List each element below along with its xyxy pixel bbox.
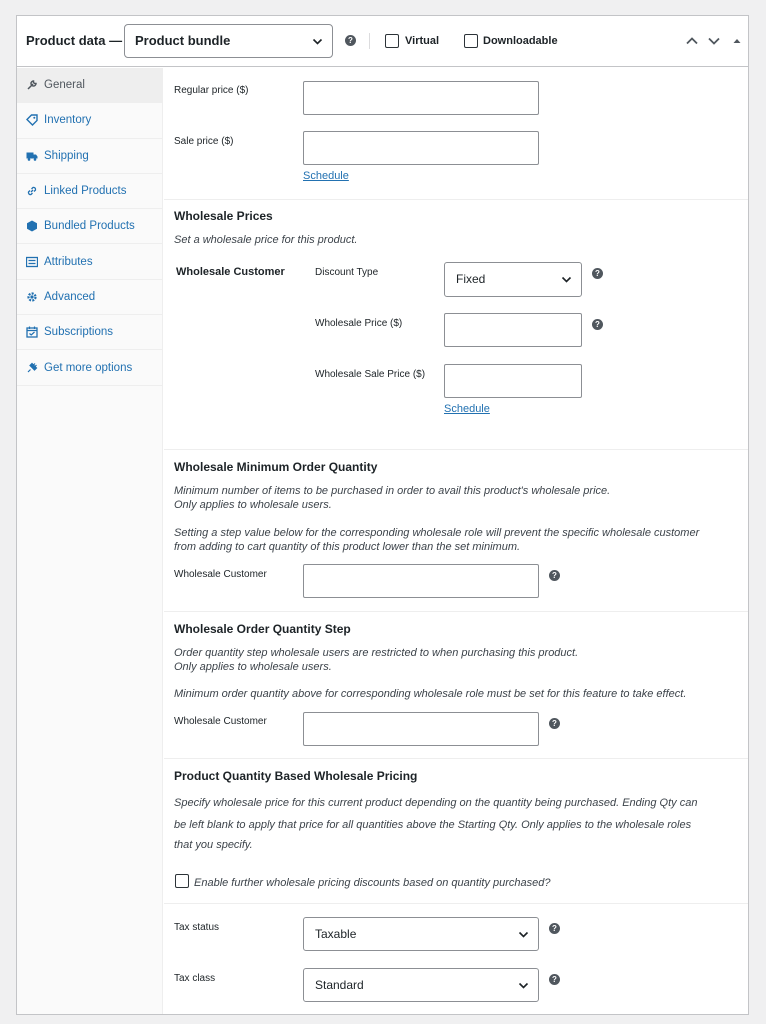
tab-label: Bundled Products — [44, 220, 135, 233]
help-icon[interactable]: ? — [549, 570, 560, 581]
tab-label: Shipping — [44, 149, 89, 162]
truck-icon — [26, 150, 38, 162]
wholesale-prices-description: Set a wholesale price for this product. — [174, 234, 358, 246]
qty-pricing-checkbox-label: Enable further wholesale pricing discounts based on quantity purchased? — [194, 877, 551, 889]
panel-title: Product data — — [26, 33, 123, 48]
cube-icon — [26, 220, 38, 232]
discount-type-select[interactable] — [444, 262, 582, 297]
tab-attributes[interactable] — [17, 244, 162, 279]
tab-more-options[interactable] — [17, 350, 162, 385]
discount-type-label: Discount Type — [315, 267, 379, 278]
tab-linked-products[interactable] — [17, 174, 162, 209]
wholesale-schedule-link[interactable]: Schedule — [444, 403, 490, 415]
header-separator — [369, 33, 370, 49]
min-order-qty-desc-1: Minimum number of items to be purchased in order to avail this product's wholesale price. — [174, 485, 611, 497]
move-up-icon[interactable] — [685, 34, 699, 48]
product-data-tabs — [17, 68, 163, 1015]
wholesale-sale-price-label: Wholesale Sale Price ($) — [315, 369, 426, 380]
wrench-icon — [26, 79, 38, 91]
min-order-qty-field-label: Wholesale Customer — [174, 569, 267, 580]
collapse-toggle-icon[interactable] — [730, 34, 744, 48]
chevron-down-icon — [561, 274, 572, 285]
qty-pricing-checkbox[interactable] — [175, 874, 189, 888]
general-tab-content — [164, 68, 749, 1015]
tab-label: General — [44, 79, 85, 92]
min-order-qty-desc-3: Setting a step value below for the corresponding wholesale role will prevent the specific wholesale customer — [174, 527, 700, 539]
product-data-panel — [16, 15, 749, 1015]
tab-general[interactable] — [17, 68, 162, 103]
tab-label: Subscriptions — [44, 326, 114, 339]
wholesale-price-label: Wholesale Price ($) — [315, 318, 403, 329]
wholesale-price-input[interactable] — [444, 313, 582, 347]
tax-status-label: Tax status — [174, 922, 220, 933]
chevron-down-icon — [518, 980, 529, 991]
sale-schedule-link[interactable]: Schedule — [303, 170, 349, 182]
section-divider — [164, 199, 749, 200]
tab-label: Get more options — [44, 361, 133, 374]
downloadable-checkbox[interactable] — [464, 34, 478, 48]
tab-subscriptions[interactable] — [17, 315, 162, 350]
tab-label: Inventory — [44, 114, 92, 127]
virtual-checkbox[interactable] — [385, 34, 399, 48]
move-down-icon[interactable] — [707, 34, 721, 48]
regular-price-label: Regular price ($) — [174, 85, 249, 96]
min-order-qty-input[interactable] — [303, 564, 539, 598]
min-order-qty-desc-4: from adding to cart quantity of this product lower than the set minimum. — [174, 541, 521, 553]
plugin-icon — [26, 362, 38, 374]
tax-status-value: Taxable — [315, 927, 357, 941]
list-icon — [26, 256, 38, 268]
qty-step-desc-2: Only applies to wholesale users. — [174, 661, 332, 673]
tab-label: Attributes — [44, 255, 93, 268]
qty-step-heading: Wholesale Order Quantity Step — [174, 622, 351, 636]
help-icon[interactable]: ? — [345, 35, 356, 46]
qty-pricing-desc-3: that you specify. — [174, 839, 253, 851]
qty-step-field-label: Wholesale Customer — [174, 716, 267, 727]
tax-status-select[interactable] — [303, 917, 539, 951]
section-divider — [164, 449, 749, 450]
qty-step-desc-3: Minimum order quantity above for corresponding wholesale role must be set for this feature to take effect. — [174, 688, 687, 700]
tab-bundled-products[interactable] — [17, 209, 162, 244]
wholesale-role-label: Wholesale Customer — [176, 266, 285, 278]
tax-class-label: Tax class — [174, 973, 216, 984]
tax-class-value: Standard — [315, 978, 364, 992]
section-divider — [164, 758, 749, 759]
tag-icon — [26, 114, 38, 126]
tab-label: Advanced — [44, 290, 96, 303]
help-icon[interactable]: ? — [549, 974, 560, 985]
regular-price-input[interactable] — [303, 81, 539, 115]
help-icon[interactable]: ? — [549, 923, 560, 934]
product-type-select[interactable] — [124, 24, 333, 58]
wholesale-prices-heading: Wholesale Prices — [174, 209, 273, 223]
qty-step-input[interactable] — [303, 712, 539, 746]
tax-class-select[interactable] — [303, 968, 539, 1002]
wholesale-sale-price-input[interactable] — [444, 364, 582, 398]
qty-pricing-desc-2: be left blank to apply that price for all quantities above the Starting Qty. Only applies to the wholesale roles — [174, 819, 692, 831]
gear-icon — [26, 291, 38, 303]
sale-price-label: Sale price ($) — [174, 136, 234, 147]
discount-type-value: Fixed — [456, 272, 486, 286]
tab-inventory[interactable] — [17, 103, 162, 138]
min-order-qty-desc-2: Only applies to wholesale users. — [174, 499, 332, 511]
panel-header — [17, 16, 748, 67]
link-icon — [26, 185, 38, 197]
calendar-icon — [26, 326, 38, 338]
virtual-label: Virtual — [405, 35, 440, 47]
section-divider — [164, 903, 749, 904]
help-icon[interactable]: ? — [592, 268, 603, 279]
sale-price-input[interactable] — [303, 131, 539, 165]
qty-pricing-desc-1: Specify wholesale price for this current product depending on the quantity being purchased. Ending Qty can — [174, 797, 698, 809]
downloadable-label: Downloadable — [483, 35, 558, 47]
product-type-value: Product bundle — [135, 33, 231, 48]
qty-step-desc-1: Order quantity step wholesale users are restricted to when purchasing this product. — [174, 647, 579, 659]
tab-advanced[interactable] — [17, 280, 162, 315]
tab-shipping[interactable] — [17, 139, 162, 174]
qty-pricing-heading: Product Quantity Based Wholesale Pricing — [174, 769, 418, 783]
section-divider — [164, 611, 749, 612]
chevron-down-icon — [312, 36, 323, 47]
help-icon[interactable]: ? — [549, 718, 560, 729]
help-icon[interactable]: ? — [592, 319, 603, 330]
min-order-qty-heading: Wholesale Minimum Order Quantity — [174, 460, 378, 474]
chevron-down-icon — [518, 929, 529, 940]
tab-label: Linked Products — [44, 185, 127, 198]
